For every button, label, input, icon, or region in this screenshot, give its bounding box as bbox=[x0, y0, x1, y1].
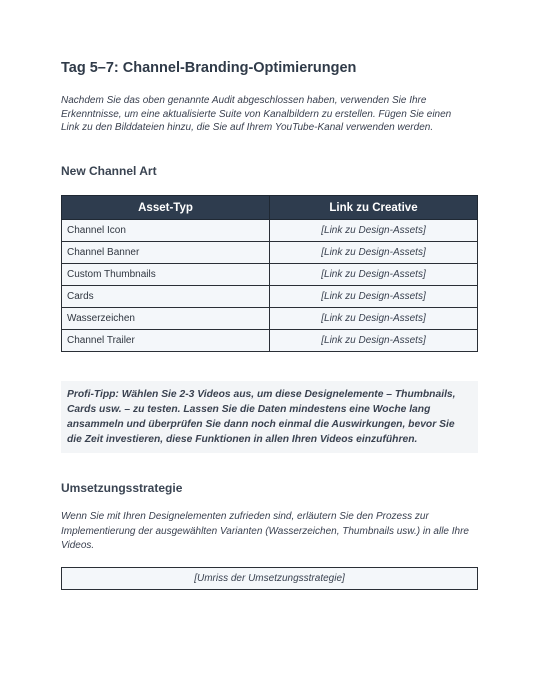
creative-link-cell[interactable]: [Link zu Design-Assets] bbox=[270, 242, 478, 264]
asset-type-cell: Channel Trailer bbox=[62, 330, 270, 352]
pro-tip-callout: Profi-Tipp: Wählen Sie 2-3 Videos aus, um diese Designelemente – Thumbnails, Cards usw. – zu testen. Lassen Sie die Daten mindestens eine Woche lang ansammeln und überprüfen Sie dann noch einmal die Auswirkungen, bevor Sie die Zeit investieren, diese Funktionen in allen Ihren Videos einzuführen. bbox=[61, 381, 478, 453]
section-title-implementation: Umsetzungsstrategie bbox=[61, 481, 183, 495]
table-header-row bbox=[62, 196, 478, 220]
creative-link-cell[interactable]: [Link zu Design-Assets] bbox=[270, 220, 478, 242]
strategy-outline-field[interactable] bbox=[61, 567, 478, 590]
table-row bbox=[62, 242, 478, 264]
column-header-creative-link: Link zu Creative bbox=[270, 196, 478, 220]
creative-link-cell[interactable]: [Link zu Design-Assets] bbox=[270, 308, 478, 330]
asset-table bbox=[61, 195, 478, 352]
page-title: Tag 5–7: Channel-Branding-Optimierungen bbox=[61, 60, 357, 76]
intro-paragraph: Nachdem Sie das oben genannte Audit abgeschlossen haben, verwenden Sie Ihre Erkenntnisse, um eine aktualisierte Suite von Kanalbildern zu erstellen. Fügen Sie einen Link zu den Bilddateien hinzu, die Sie auf Ihrem YouTube-Kanal verwenden werden. bbox=[61, 95, 452, 133]
creative-link-cell[interactable]: [Link zu Design-Assets] bbox=[270, 264, 478, 286]
section-title-channel-art: New Channel Art bbox=[61, 164, 157, 178]
implementation-paragraph: Wenn Sie mit Ihren Designelementen zufrieden sind, erläutern Sie den Prozess zur Implementierung der ausgewählten Varianten (Wasserzeichen, Thumbnails usw.) in alle Ihre Videos. bbox=[61, 511, 469, 551]
table-row bbox=[62, 330, 478, 352]
table-row bbox=[62, 264, 478, 286]
asset-type-cell: Cards bbox=[62, 286, 270, 308]
creative-link-cell[interactable]: [Link zu Design-Assets] bbox=[270, 286, 478, 308]
asset-type-cell: Channel Icon bbox=[62, 220, 270, 242]
asset-type-cell: Custom Thumbnails bbox=[62, 264, 270, 286]
creative-link-cell[interactable]: [Link zu Design-Assets] bbox=[270, 330, 478, 352]
table-row bbox=[62, 286, 478, 308]
strategy-outline-placeholder: [Umriss der Umsetzungsstrategie] bbox=[194, 573, 345, 584]
asset-type-cell: Wasserzeichen bbox=[62, 308, 270, 330]
column-header-asset-type: Asset-Typ bbox=[62, 196, 270, 220]
table-row bbox=[62, 308, 478, 330]
asset-type-cell: Channel Banner bbox=[62, 242, 270, 264]
table-row bbox=[62, 220, 478, 242]
